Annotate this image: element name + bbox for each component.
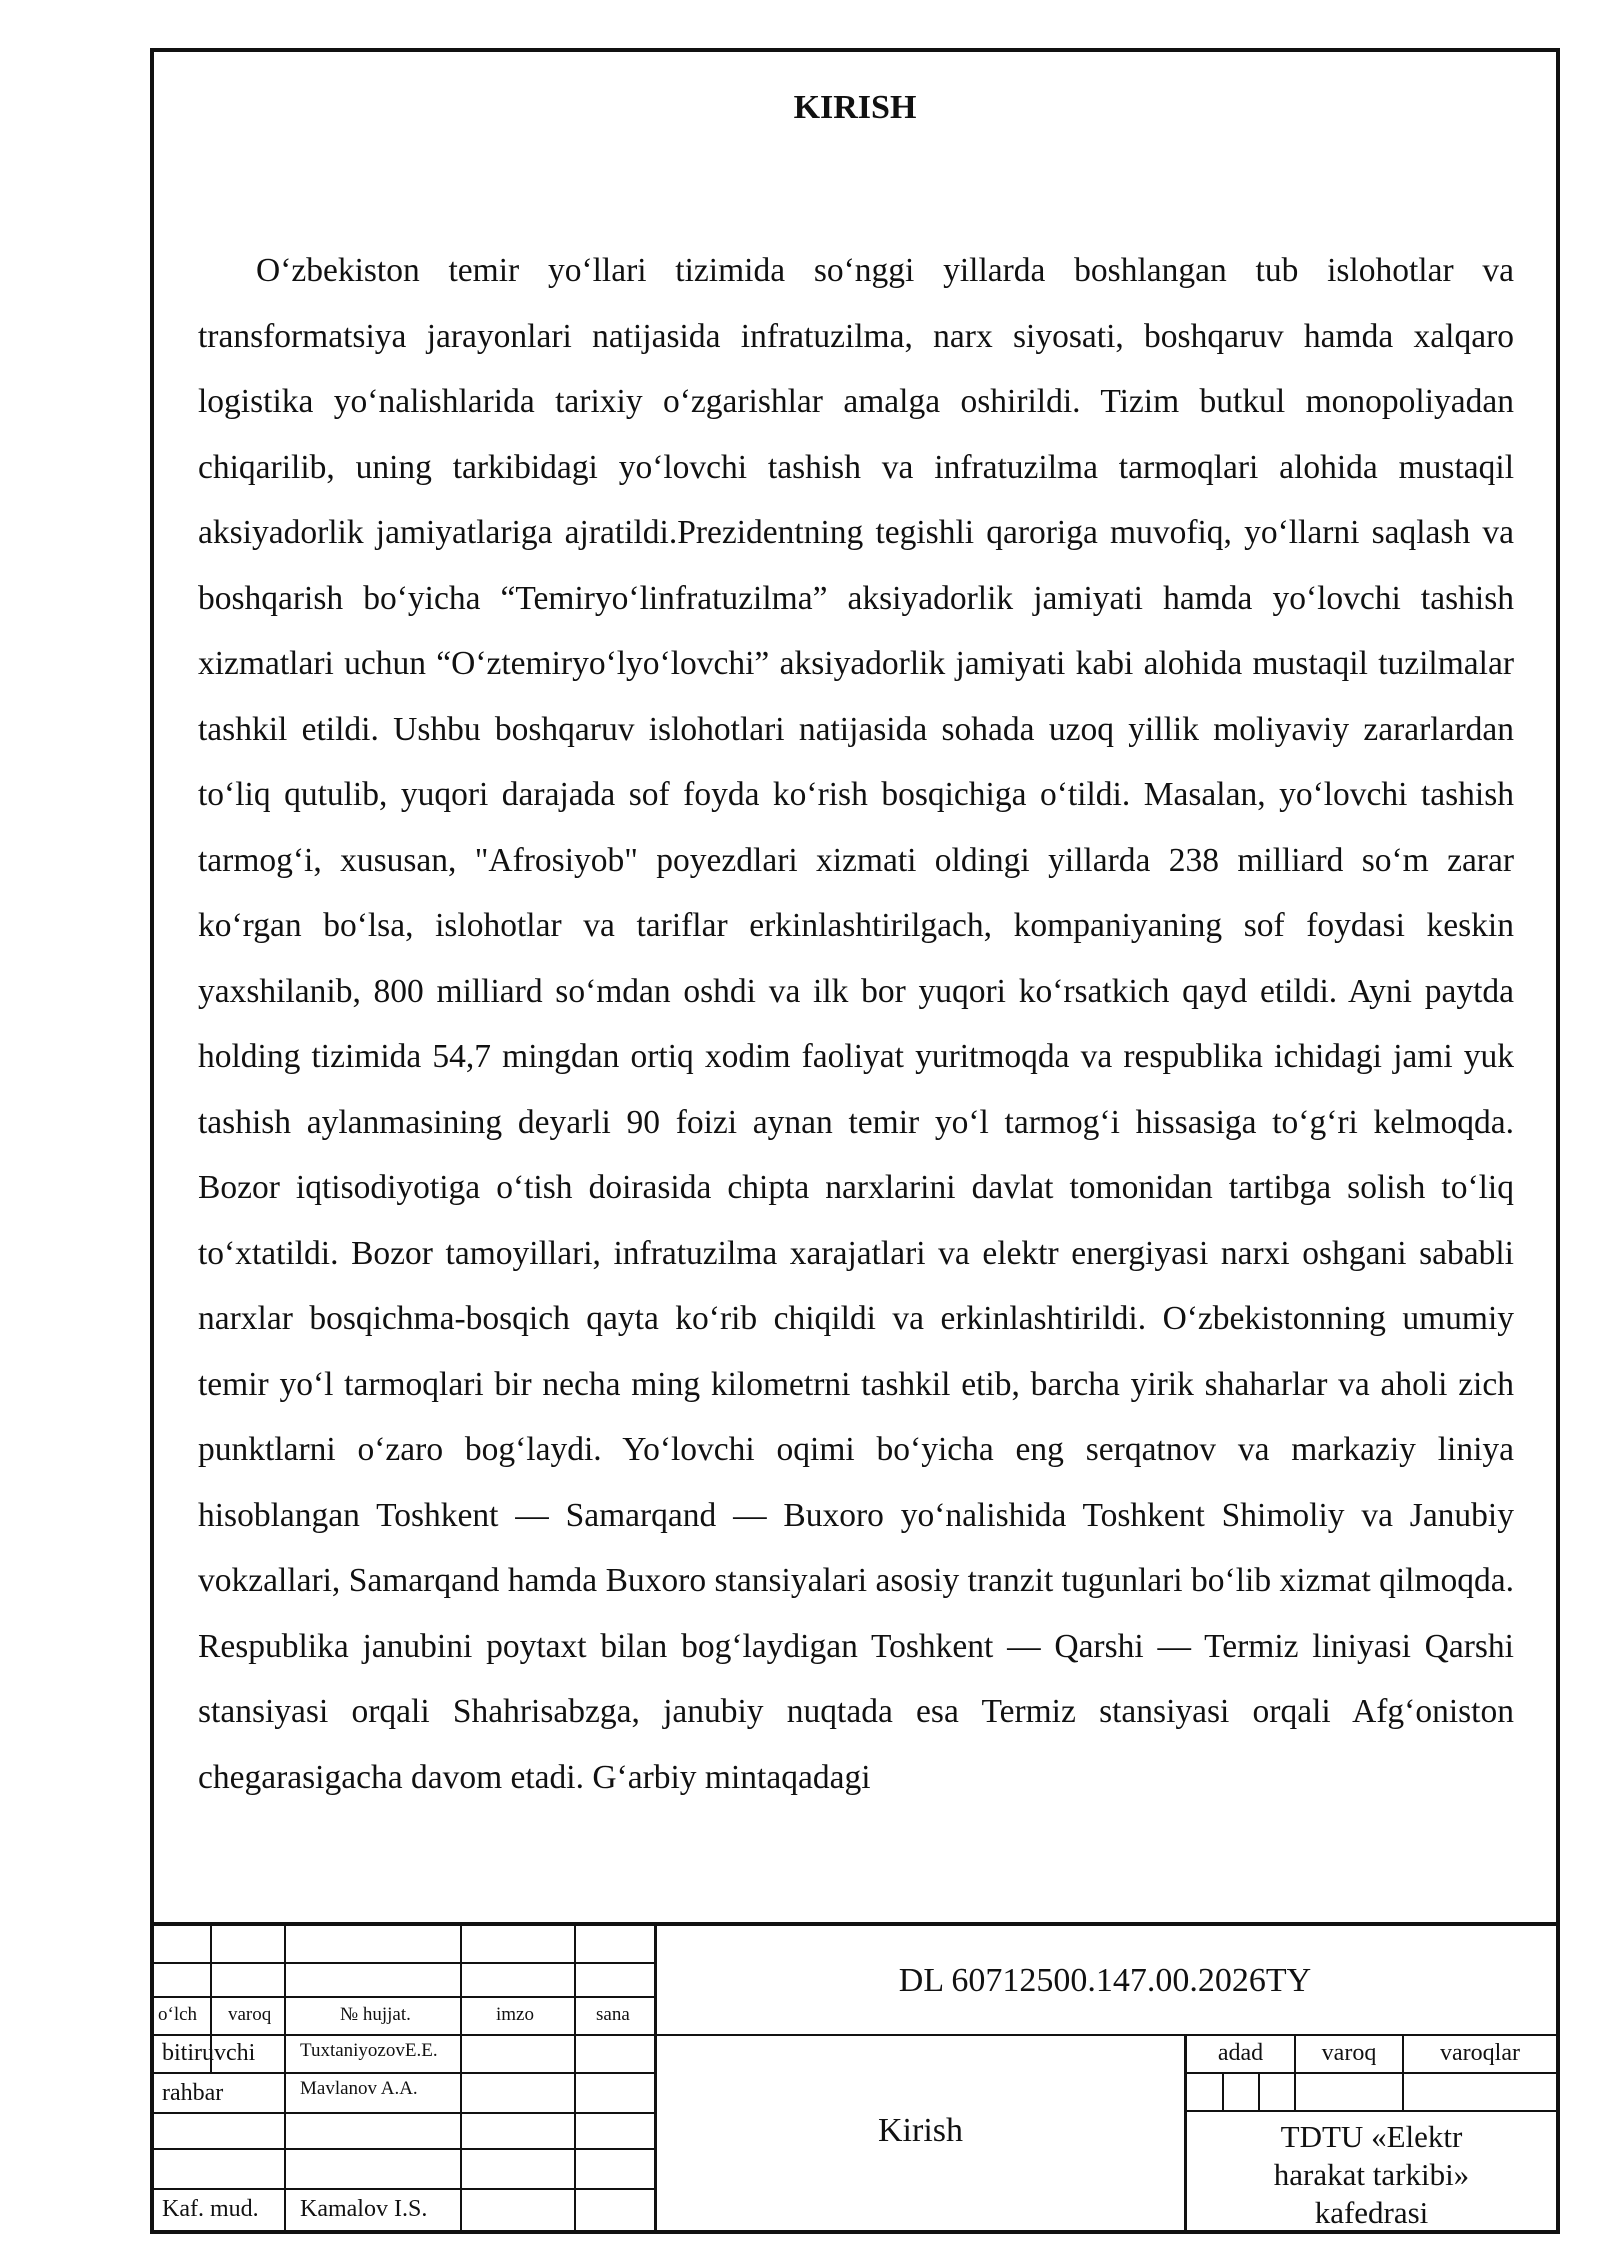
name-kaf-mud: Kamalov I.S. — [300, 2196, 428, 2222]
stamp-line — [154, 2072, 654, 2074]
stamp-line — [154, 1962, 654, 1964]
stamp-line — [154, 2112, 654, 2114]
title-block-stamp — [154, 1922, 1556, 2230]
body-paragraph: O‘zbekiston temir yo‘llari tizimida so‘nggi yillarda boshlangan tub islohotlar va transformatsiya jarayonlari natijasida infratuzilma, narx siyosati, boshqaruv hamda xalqaro logistika yo‘nalishlarida tarixiy o‘zgarishlar amalga oshirildi. Tizim butkul monopoliyadan chiqarilib, uning tarkibidagi yo‘lovchi tashish va infratuzilma tarmoqlari alohida mustaqil aksiyadorlik jamiyatlariga ajratildi.Prezidentning tegishli qaroriga muvofiq, yo‘llarni saqlash va boshqarish bo‘yicha “Temiryo‘linfratuzilma” aksiyadorlik jamiyati hamda yo‘lovchi tashish xizmatlari uchun “O‘ztemiryo‘lyo‘lovchi” aksiyadorlik jamiyati kabi alohida mustaqil tuzilmalar tashkil etildi. Ushbu boshqaruv islohotlari natijasida sohada uzoq yillik moliyaviy zararlardan to‘liq qutulib, yuqori darajada sof foyda ko‘rish bosqichiga o‘tildi. Masalan, yo‘lovchi tashish tarmog‘i, xususan, "Afrosiyob" poyezdlari xizmati oldingi yillarda 238 milliard so‘m zarar ko‘rgan bo‘lsa, islohotlar va tariflar erkinlashtirilgach, kompaniyaning sof foydasi keskin yaxshilanib, 800 milliard so‘mdan oshdi va ilk bor yuqori ko‘rsatkich qayd etildi. Ayni paytda holding tizimida 54,7 mingdan ortiq xodim faoliyat yuritmoqda va respublika ichidagi jami yuk tashish aylanmasining deyarli 90 foizi aynan temir yo‘l tarmog‘i hissasiga to‘g‘ri kelmoqda. Bozor iqtisodiyotiga o‘tish doirasida chipta narxlarini davlat tomonidan tartibga solish to‘liq to‘xtatildi. Bozor tamoyillari, infratuzilma xarajatlari va elektr energiyasi narxi oshgani sababli narxlar bosqichma-bosqich qayta ko‘rib chiqildi va erkinlashtirildi. O‘zbekistonning umumiy temir yo‘l tarmoqlari bir necha ming kilometrni tashkil etib, barcha yirik shaharlar va aholi zich punktlarni o‘zaro bog‘laydi. Yo‘lovchi oqimi bo‘yicha eng serqatnov va markaziy liniya hisoblangan Toshkent — Samarqand — Buxoro yo‘nalishida Toshkent Shimoliy va Janubiy vokzallari, Samarqand hamda Buxoro stansiyalari asosiy tranzit tugunlari bo‘lib xizmat qilmoqda. Respublika janubini poytaxt bilan bog‘laydigan Toshkent — Qarshi — Termiz liniyasi Qarshi stansiyasi orqali Shahrisabzga, janubiy nuqtada esa Termiz stansiyasi orqali Afg‘oniston chegarasigacha davom etadi. G‘arbiy mintaqadagi — [198, 252, 1514, 1796]
header-varoq: varoq — [228, 2004, 272, 2025]
name-rahbar: Mavlanov A.A. — [300, 2078, 418, 2099]
stamp-line — [284, 1926, 286, 2230]
stamp-line — [154, 2188, 654, 2190]
header-imzo: imzo — [496, 2004, 534, 2025]
role-kaf-mud: Kaf. mud. — [162, 2196, 259, 2222]
document-body — [198, 238, 1514, 1938]
header-sana: sana — [596, 2004, 630, 2025]
section-title: Kirish — [878, 2112, 963, 2149]
page-title: KIRISH — [793, 89, 917, 126]
header-sheet-varoq: varoq — [1321, 2040, 1377, 2066]
header-hujjat: № hujjat. — [340, 2004, 411, 2025]
name-bitiruvchi: TuxtaniyozovE.E. — [300, 2040, 438, 2061]
page-frame — [150, 48, 1560, 2234]
stamp-line — [460, 1926, 462, 2230]
stamp-line — [1258, 2072, 1260, 2110]
document-code: DL 60712500.147.00.2026TY — [898, 1962, 1312, 1999]
header-varoqlar: varoqlar — [1440, 2040, 1520, 2066]
organization-name: TDTU «Elektr harakat tarkibi» kafedrasi — [1273, 2119, 1470, 2230]
stamp-line — [154, 2148, 654, 2150]
role-bitiruvchi: bitiruvchi — [162, 2040, 256, 2066]
header-olch: o‘lch — [158, 2004, 198, 2025]
stamp-line — [154, 2034, 1556, 2036]
role-rahbar: rahbar — [162, 2080, 224, 2106]
header-adad: adad — [1217, 2040, 1264, 2066]
stamp-line — [1222, 2072, 1224, 2110]
stamp-line — [154, 1996, 654, 1998]
stamp-line — [574, 1926, 576, 2230]
stamp-line — [1184, 2110, 1556, 2112]
stamp-line — [1184, 2072, 1556, 2074]
